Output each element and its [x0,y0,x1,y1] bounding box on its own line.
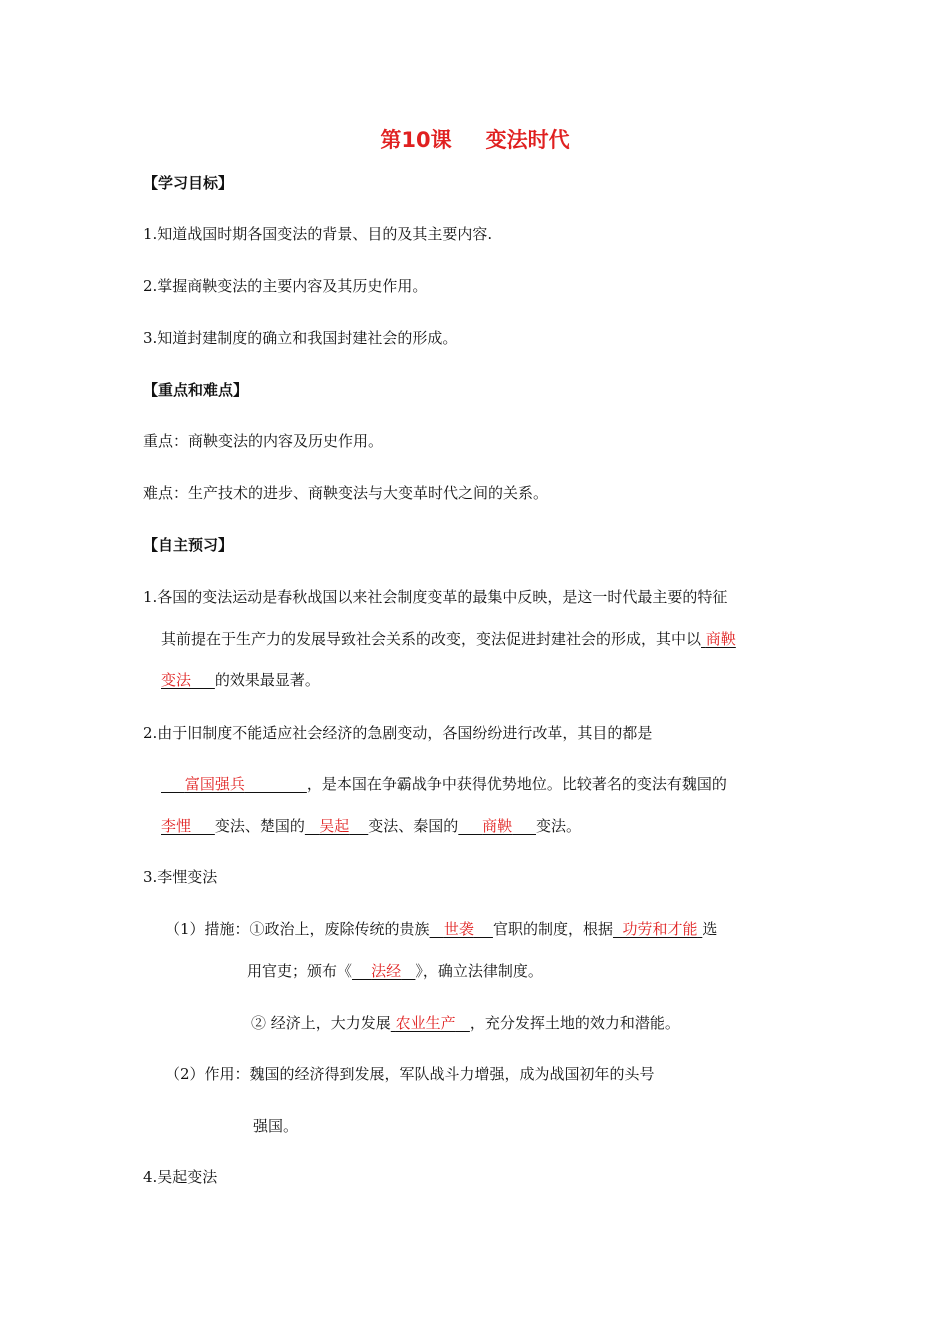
q3-effect-line2: 强国。 [253,1117,299,1135]
q3-effect-line1: （2）作用：魏国的经济得到发展，军队战斗力增强，成为战国初年的头号 [165,1065,655,1083]
section-preview: 【自主预习】 [143,536,234,554]
key-focus: 重点：商鞅变法的内容及历史作用。 [143,432,384,450]
q3-title: 3.李悝变法 [143,868,218,886]
q2-line3: 李悝 变法、楚国的 吴起 变法、秦国的 商鞅 变法。 [161,817,582,835]
lesson-name: 变法时代 [485,128,570,152]
q3-answer-merit: 功劳和才能 [622,920,698,938]
q2-answer-goal: 富国强兵 [184,775,245,793]
q3-answer-agriculture: 农业生产 [395,1014,456,1032]
objective-1: 1.知道战国时期各国变法的背景、目的及其主要内容. [143,225,493,243]
q1-line1: 1.各国的变法运动是春秋战国以来社会制度变革的最集中反映，是这一时代最主要的特征 [143,588,728,606]
q1-answer-a: 商鞅 [705,630,736,648]
objective-2: 2.掌握商鞅变法的主要内容及其历史作用。 [143,277,428,295]
q3-answer-fajing: 法经 [371,962,402,980]
q1-line3: 变法 的效果最显著。 [161,671,320,689]
section-key: 【重点和难点】 [143,381,249,399]
key-difficulty: 难点：生产技术的进步、商鞅变法与大变革时代之间的关系。 [143,484,549,502]
q4-title: 4.吴起变法 [143,1168,218,1186]
section-objectives: 【学习目标】 [143,174,234,192]
page-title [0,124,950,154]
q1-answer-b: 变法 [161,671,192,689]
lesson-number: 第10课 [380,128,452,152]
q3-economy-line: ② 经济上，大力发展 农业生产 ，充分发挥土地的效力和潜能。 [251,1014,680,1032]
q3-measures-line1: （1）措施：①政治上，废除传统的贵族 世袭 官职的制度，根据 功劳和才能 选 [165,920,718,938]
q2-line1: 2.由于旧制度不能适应社会经济的急剧变动，各国纷纷进行改革，其目的都是 [143,724,653,742]
q2-line2: 富国强兵 ，是本国在争霸战争中获得优势地位。比较著名的变法有魏国的 [184,775,727,793]
q2-answer-qin: 商鞅 [482,817,513,835]
q3-measures-line2: 用官吏；颁布《 法经 》，确立法律制度。 [247,962,543,980]
q3-answer-hereditary: 世袭 [443,920,474,938]
q1-line2: 其前提在于生产力的发展导致社会关系的改变，变法促进封建社会的形成，其中以 商鞅 [161,630,736,648]
objective-3: 3.知道封建制度的确立和我国封建社会的形成。 [143,329,458,347]
q2-answer-chu: 吴起 [319,817,350,835]
q2-answer-wei: 李悝 [161,817,192,835]
